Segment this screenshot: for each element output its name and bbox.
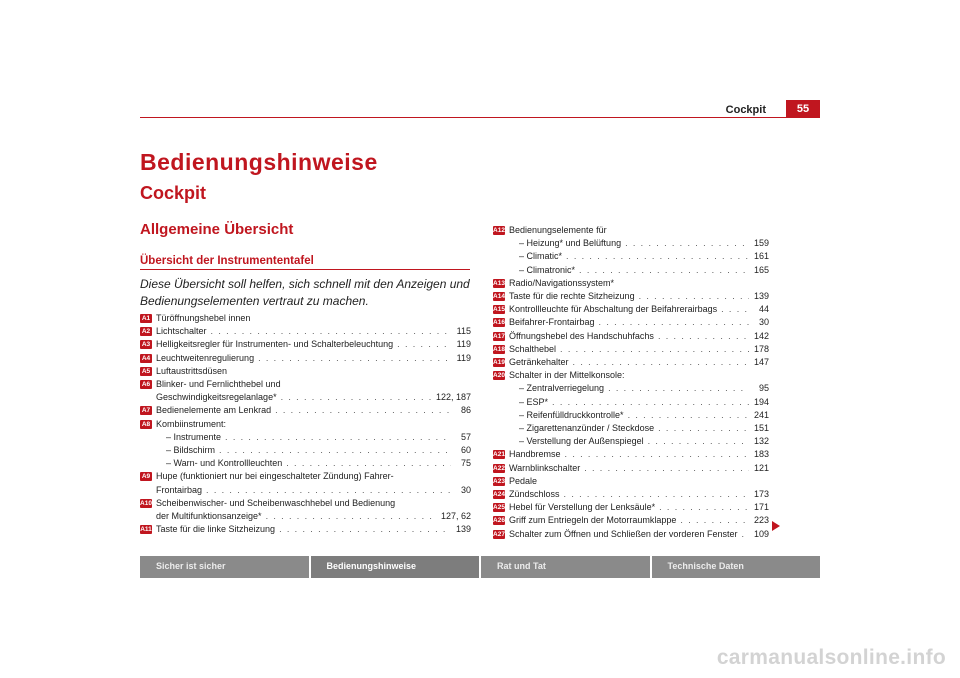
legend-line [156,338,471,351]
item-label: Pedale [509,475,538,486]
page-reference: 183 [753,449,769,460]
item-number-badge: A14 [493,293,505,301]
leader-dots [741,528,749,541]
legend-line [509,303,769,316]
footer-tab[interactable]: Technische Daten [652,556,821,578]
legend-item [493,501,769,514]
item-label: – Zigarettenanzünder / Steckdose [519,423,655,434]
item-number-badge: A4 [141,354,151,362]
legend-item [140,404,471,417]
legend-line [509,330,769,343]
page-reference: 142 [753,330,769,341]
leader-dots [266,510,437,523]
page-reference: 86 [460,405,471,416]
leader-dots [648,435,749,448]
page-reference: 194 [753,396,769,407]
page-reference: 151 [753,423,769,434]
legend-item [140,523,471,536]
footer-tab[interactable]: Sicher ist sicher [140,556,309,578]
item-label: Kombiinstrument: [156,418,227,429]
legend-line [509,409,769,422]
legend-line [156,352,471,365]
legend-list-right [493,224,769,541]
item-number-badge: A9 [141,473,151,481]
item-label: – Warn- und Kontrollleuchten [166,458,283,469]
page-reference: 122, 187 [435,392,471,403]
page-reference: 30 [758,317,769,328]
legend-item [140,312,471,325]
page-reference: 165 [753,264,769,275]
legend-line [156,484,471,497]
header-section-title: Cockpit [725,104,766,116]
page-reference: 60 [460,445,471,456]
page-reference: 178 [753,343,769,354]
legend-list-left [140,312,471,536]
leader-dots [608,382,749,395]
page-reference: 119 [456,339,471,350]
item-number-badge: A13 [493,279,505,287]
item-label: Griff zum Entriegeln der Motorraumklappe [509,515,677,526]
legend-line [509,514,769,527]
item-label: Getränkehalter [509,357,569,368]
item-label: Schalthebel [509,343,557,354]
item-number-badge: A1 [141,315,151,322]
legend-item [493,277,769,290]
item-number-badge: A12 [493,227,505,234]
item-label: Leuchtweitenregulierung [156,352,255,363]
item-label: Türöffnungshebel innen [156,313,251,323]
item-label: Beifahrer-Frontairbag [509,317,595,328]
legend-item [493,475,769,488]
item-label: Blinker- und Fernlichthebel und [156,379,281,390]
legend-line [156,431,471,444]
legend-line [509,396,769,409]
legend-item [493,303,769,316]
item-label: Frontairbag [156,484,203,495]
page-reference: 173 [753,489,769,500]
item-number-badge: A6 [141,381,151,389]
legend-line [509,382,769,395]
item-label: – Heizung* und Belüftung [519,238,622,249]
item-label: Helligkeitsregler für Instrumenten- und Schalterbeleuchtung [156,339,394,350]
item-number-badge: A26 [493,517,505,525]
legend-line [509,488,769,501]
legend-line [509,462,769,475]
leader-dots [211,325,451,338]
footer-tab[interactable]: Rat und Tat [481,556,650,578]
footer-tabbar [140,556,820,578]
leader-dots [397,338,451,351]
item-number-badge: A2 [141,328,151,336]
item-label: – Verstellung der Außenspiegel [519,436,644,447]
item-label: Taste für die rechte Sitzheizung [509,291,635,302]
legend-line [156,457,471,470]
legend-line [509,343,769,356]
legend-item [140,338,471,351]
topic-rule [140,269,470,270]
leader-dots [279,523,451,536]
item-number-badge: A25 [493,504,505,512]
item-label: – ESP* [519,396,549,407]
item-label: – Instrumente [166,431,222,442]
item-label: Bedienungselemente für [509,225,607,235]
item-label: Handbremse [509,449,561,460]
intro-text: Diese Übersicht soll helfen, sich schnell mit den Anzeigen und Bedienungselementen vertraut zu machen. [140,277,470,308]
leader-dots [599,316,749,329]
item-label: – Zentralverriegelung [519,383,605,394]
legend-line [509,422,769,435]
legend-line [156,391,471,404]
item-label: – Climatronic* [519,264,576,275]
legend-item [493,290,769,303]
item-number-badge: A20 [493,372,505,380]
subsection-title: Allgemeine Übersicht [140,221,294,238]
item-number-badge: A5 [141,367,151,375]
item-number-badge: A24 [493,491,505,499]
legend-line [509,356,769,369]
legend-item [493,528,769,541]
leader-dots [206,484,451,497]
page-reference: 127, 62 [440,511,471,522]
page-reference: 132 [753,436,769,447]
legend-item [140,418,471,471]
item-label: – Climatic* [519,251,563,262]
legend-item [493,369,769,448]
legend-line [509,290,769,303]
item-label: Taste für die linke Sitzheizung [156,524,276,535]
leader-dots [721,303,749,316]
leader-dots [566,250,749,263]
page-reference: 115 [456,326,471,337]
item-number-badge: A18 [493,345,505,353]
page-reference: 159 [753,238,769,249]
item-number-badge: A7 [141,407,151,415]
page-reference: 95 [758,383,769,394]
page-reference: 109 [753,528,769,539]
item-number-badge: A21 [493,451,505,459]
page-reference: 171 [753,502,769,513]
page-reference: 121 [753,462,769,473]
leader-dots [628,409,749,422]
page-reference: 119 [456,352,471,363]
page-number: 55 [786,100,820,118]
footer-tab[interactable]: Bedienungshinweise [311,556,480,578]
legend-item [493,330,769,343]
item-label: Schalter zum Öffnen und Schließen der vorderen Fenster [509,528,738,539]
watermark: carmanualsonline.info [716,646,946,669]
page-reference: 161 [753,251,769,262]
leader-dots [560,343,749,356]
legend-item [140,378,471,404]
legend-line [509,237,769,250]
item-number-badge: A27 [493,530,505,538]
item-label: Zündschloss [509,489,560,500]
legend-item [493,448,769,461]
legend-item [493,316,769,329]
legend-line [509,528,769,541]
item-number-badge: A15 [493,306,505,314]
legend-item [493,462,769,475]
legend-item [493,224,769,277]
page-reference: 223 [753,515,769,526]
item-number-badge: A11 [140,526,152,534]
leader-dots [625,237,749,250]
leader-dots [659,501,749,514]
item-label: – Reifenfülldruckkontrolle* [519,409,624,420]
item-number-badge: A8 [141,420,151,428]
item-label: Lichtschalter [156,326,207,337]
section-title: Cockpit [140,183,207,203]
legend-line [509,264,769,277]
item-number-badge: A23 [493,477,505,485]
legend-line [156,325,471,338]
legend-line [509,435,769,448]
legend-item [140,497,471,523]
leader-dots [225,431,451,444]
item-label: Warnblinkschalter [509,462,581,473]
continue-arrow-icon [772,521,780,531]
legend-line [509,316,769,329]
item-label: Geschwindigkeitsregelanlage* [156,392,277,403]
leader-dots [680,514,749,527]
chapter-title: Bedienungshinweise [140,149,378,175]
page-reference: 57 [460,431,471,442]
item-label: Öffnungshebel des Handschuhfachs [509,330,654,341]
leader-dots [281,391,432,404]
legend-line [509,250,769,263]
page-reference: 241 [753,409,769,420]
item-number-badge: A22 [493,464,505,472]
item-label: der Multifunktionsanzeige* [156,511,262,522]
legend-line [509,448,769,461]
item-number-badge: A3 [141,341,151,349]
leader-dots [579,264,749,277]
item-number-badge: A19 [493,359,505,367]
item-label: Kontrollleuchte für Abschaltung der Beifahrerairbags [509,304,718,315]
leader-dots [552,396,749,409]
leader-dots [286,457,451,470]
legend-item [140,352,471,365]
item-label: Schalter in der Mittelkonsole: [509,370,625,381]
legend-item [140,470,471,496]
leader-dots [564,488,749,501]
leader-dots [658,330,749,343]
legend-line [156,523,471,536]
page-reference: 75 [460,458,471,469]
page-reference: 139 [455,524,471,535]
item-label: Hupe (funktioniert nur bei eingeschalteter Zündung) Fahrer- [156,471,394,482]
leader-dots [573,356,749,369]
page-reference: 139 [753,291,769,302]
leader-dots [219,444,451,457]
legend-item [493,514,769,527]
leader-dots [275,404,451,417]
legend-line [509,501,769,514]
page-reference: 30 [460,484,471,495]
item-label: Radio/Navigationssystem* [509,277,615,288]
item-label: Scheibenwischer- und Scheibenwaschhebel und Bedienung [156,497,396,508]
leader-dots [565,448,749,461]
item-label: Bedienelemente am Lenkrad [156,405,272,416]
item-number-badge: A16 [493,319,505,327]
legend-item [493,488,769,501]
page-reference: 147 [753,357,769,368]
topic-title: Übersicht der Instrumententafel [140,255,314,267]
legend-item [140,365,471,378]
legend-line [156,404,471,417]
item-label: – Bildschirm [166,445,216,456]
legend-line [156,510,471,523]
legend-line [156,444,471,457]
item-number-badge: A17 [493,332,505,340]
page-reference: 44 [758,304,769,315]
item-number-badge: A10 [140,499,152,507]
header-rule [140,117,820,118]
leader-dots [258,352,451,365]
item-label: Luftaustrittsdüsen [156,365,228,376]
legend-item [493,356,769,369]
leader-dots [584,462,749,475]
leader-dots [658,422,749,435]
leader-dots [639,290,749,303]
legend-item [493,343,769,356]
legend-item [140,325,471,338]
item-label: Hebel für Verstellung der Lenksäule* [509,502,656,513]
